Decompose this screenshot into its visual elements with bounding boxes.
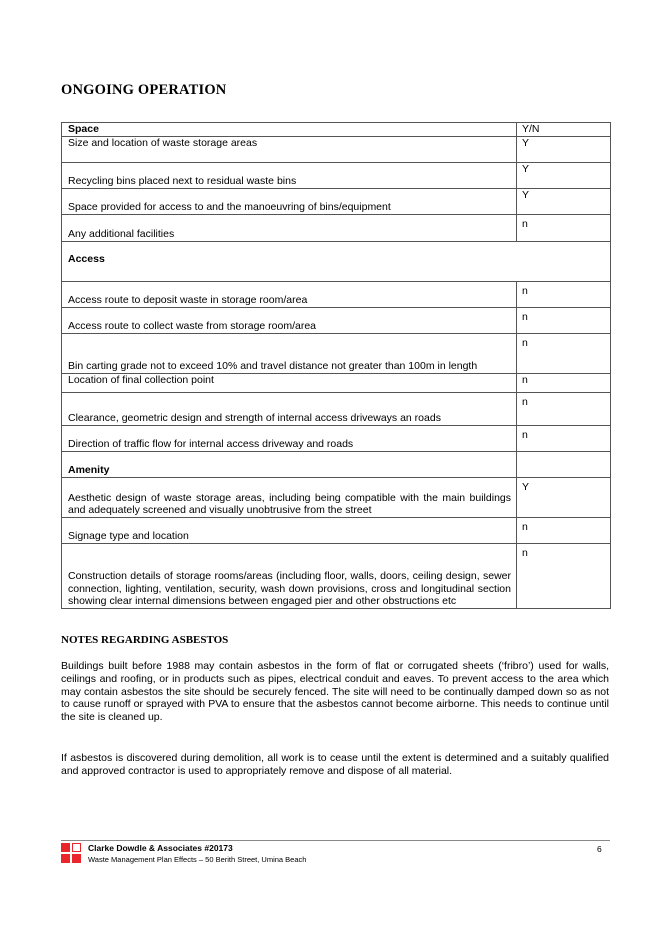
column-header-yn: Y/N: [517, 123, 611, 137]
table-row: [62, 518, 611, 544]
row-yn-value: Y: [517, 163, 611, 189]
footer-divider: [61, 840, 610, 841]
asbestos-paragraph-2: If asbestos is discovered during demolition, all work is to cease until the extent is determined and a suitably qualified and approved contractor is used to appropriately remove and dispose of all material.: [61, 752, 609, 777]
table-row: [62, 393, 611, 426]
table-row: [62, 163, 611, 189]
asbestos-paragraph-1: Buildings built before 1988 may contain asbestos in the form of flat or corrugated sheets (‘fribro’) used for walls, ceilings and roofing, or in products such as pipes, electrical conduit and eaves. To prevent access to the area which may contain asbestos the site should be securely fenced. The site will need to be continually damped down so as not to cause runoff or sprayed with PVA to ensure that the asbestos cannot become airborne. This needs to continue until the site is cleaned up.: [61, 660, 609, 724]
row-yn-value: Y: [517, 478, 611, 518]
table-row: [62, 137, 611, 163]
row-yn-value: n: [517, 374, 611, 393]
row-yn-value: Y: [517, 189, 611, 215]
row-description: Clearance, geometric design and strength of internal access driveways an roads: [62, 393, 517, 426]
row-description: Aesthetic design of waste storage areas, including being compatible with the main buildings and adequately screened and visually unobtrusive from the street: [62, 478, 517, 518]
row-yn-value: n: [517, 282, 611, 308]
row-description: Signage type and location: [62, 518, 517, 544]
logo-square-top-left: [61, 843, 70, 852]
logo-square-bottom-left: [61, 854, 70, 863]
ongoing-operation-table: [61, 122, 611, 609]
row-yn-value: n: [517, 544, 611, 609]
table-row: [62, 374, 611, 393]
table-row: [62, 215, 611, 242]
section-label-amenity: Amenity: [62, 452, 517, 478]
row-description: Any additional facilities: [62, 215, 517, 242]
column-header-space: Space: [62, 123, 517, 137]
table-row: [62, 478, 611, 518]
page-number: 6: [597, 844, 602, 854]
row-description: Direction of traffic flow for internal access driveway and roads: [62, 426, 517, 452]
table-row: [62, 308, 611, 334]
table-section-row: [62, 452, 611, 478]
footer-document-subtitle: Waste Management Plan Effects – 50 Berith Street, Umina Beach: [88, 855, 307, 864]
row-description: Construction details of storage rooms/areas (including floor, walls, doors, ceiling design, sewer connection, lighting, ventilation, security, wash down provisions, cross and longitudinal section showing clear internal dimensions between engaged pier and other obstructions etc: [62, 544, 517, 609]
row-description: Size and location of waste storage areas: [62, 137, 517, 163]
row-description: Recycling bins placed next to residual waste bins: [62, 163, 517, 189]
table-row: [62, 334, 611, 374]
table-row: [62, 544, 611, 609]
table-header-row: [62, 123, 611, 137]
company-logo-icon: [61, 843, 81, 863]
row-description: Access route to deposit waste in storage room/area: [62, 282, 517, 308]
row-yn-value: [517, 452, 611, 478]
row-description: Space provided for access to and the manoeuvring of bins/equipment: [62, 189, 517, 215]
logo-square-top-right: [72, 843, 81, 852]
table-row: [62, 282, 611, 308]
table-row: [62, 426, 611, 452]
table-section-row: [62, 242, 611, 282]
row-yn-value: Y: [517, 137, 611, 163]
footer-company-name: Clarke Dowdle & Associates #20173: [88, 843, 233, 853]
row-description: Bin carting grade not to exceed 10% and travel distance not greater than 100m in length: [62, 334, 517, 374]
row-yn-value: n: [517, 334, 611, 374]
row-yn-value: n: [517, 308, 611, 334]
row-yn-value: n: [517, 518, 611, 544]
logo-square-bottom-right: [72, 854, 81, 863]
section-label-access: Access: [62, 242, 611, 282]
notes-heading: NOTES REGARDING ASBESTOS: [61, 634, 229, 646]
row-yn-value: n: [517, 393, 611, 426]
row-yn-value: n: [517, 426, 611, 452]
row-description: Access route to collect waste from storage room/area: [62, 308, 517, 334]
row-description: Location of final collection point: [62, 374, 517, 393]
table-row: [62, 189, 611, 215]
row-yn-value: n: [517, 215, 611, 242]
section-heading: ONGOING OPERATION: [61, 82, 227, 98]
